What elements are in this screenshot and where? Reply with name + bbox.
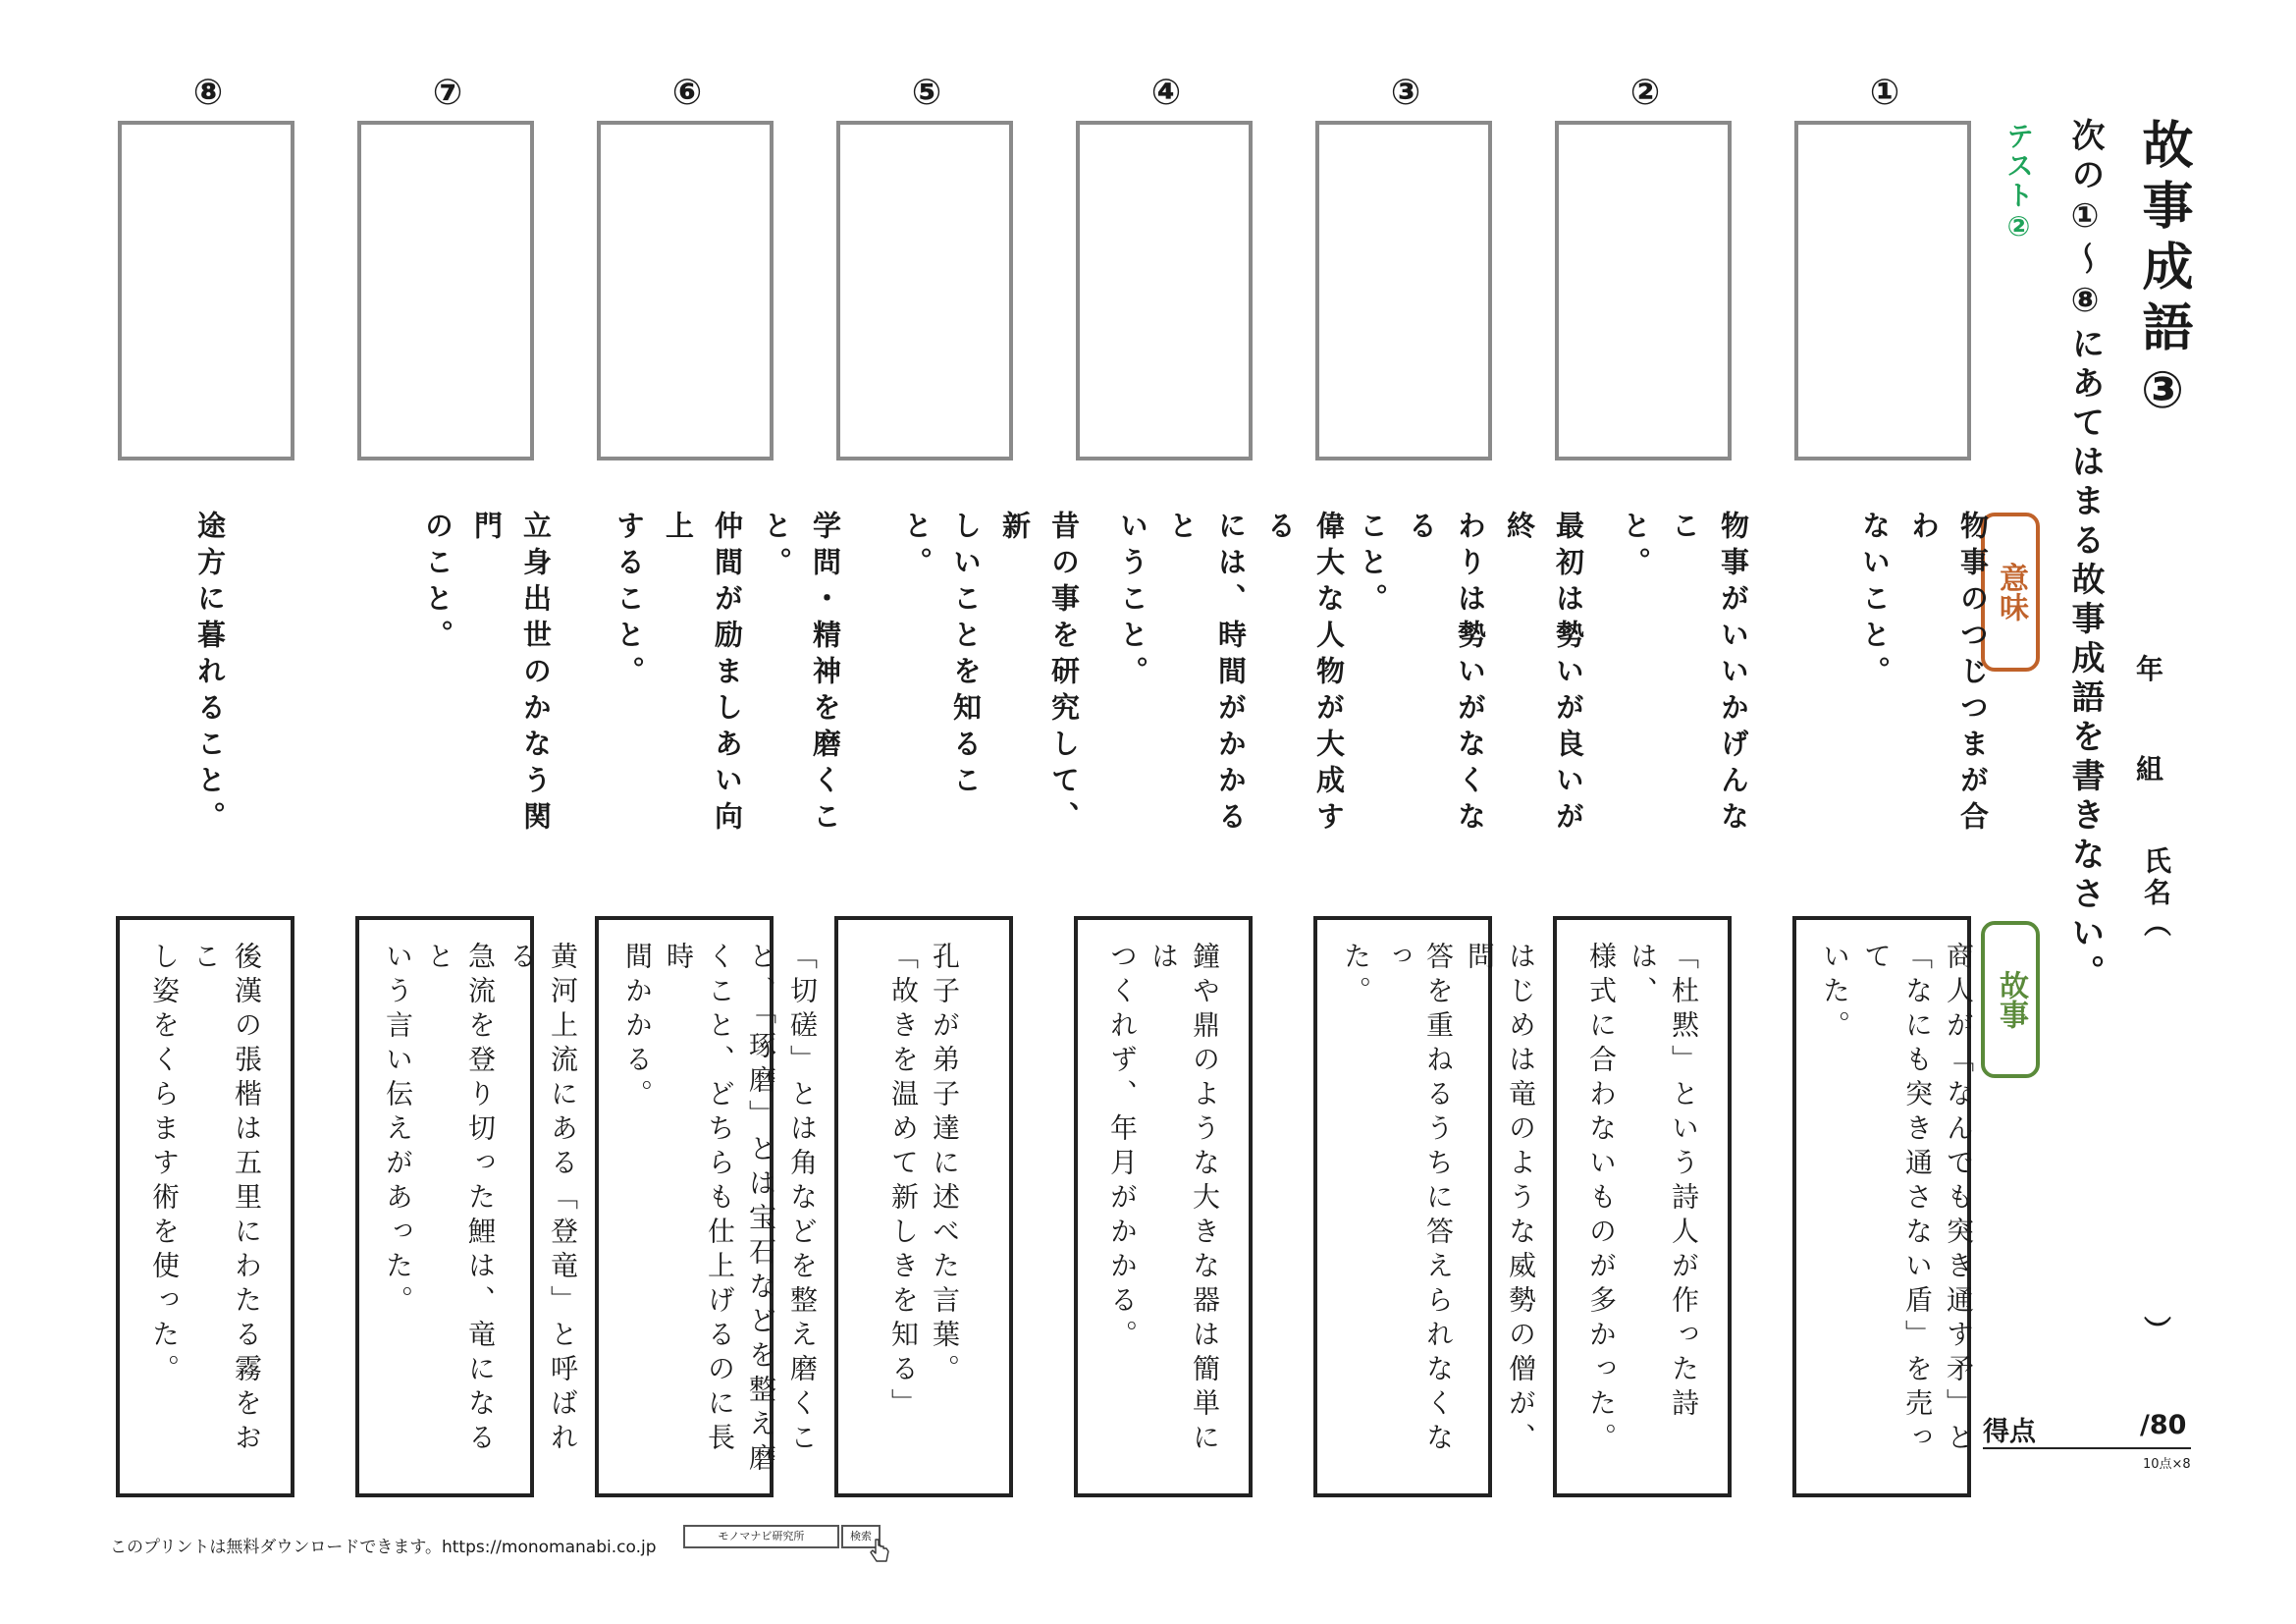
story-text-5: 孔子が弟子達に述べた言葉。 「故きを温めて新しきを知る」 bbox=[887, 942, 961, 1423]
item-number-7: ⑦ bbox=[432, 73, 463, 113]
answer-box-4[interactable] bbox=[1076, 121, 1253, 460]
story-badge bbox=[1981, 921, 2040, 1078]
name-close: ） bbox=[2140, 1316, 2172, 1343]
meaning-4: 偉大な人物が大成する には、時間がかかると いうこと。 bbox=[1116, 511, 1346, 838]
name-label: 氏名（ bbox=[2140, 846, 2172, 941]
meaning-5: 昔の事を研究して、新 しいことを知ること。 bbox=[900, 511, 1081, 838]
search-box[interactable]: モノマナビ研究所 bbox=[683, 1525, 839, 1548]
item-number-3: ③ bbox=[1390, 73, 1421, 113]
story-text-3: はじめは竜のような威勢の僧が、問 答を重ねるうちに答えられなくなっ た。 bbox=[1340, 942, 1537, 1457]
test-label: テスト② bbox=[2002, 122, 2035, 244]
story-text-2: 「杜黙」という詩人が作った詩は、 様式に合わないものが多かった。 bbox=[1585, 942, 1700, 1457]
footer-text: このプリントは無料ダウンロードできます。https://monomanabi.co.jp bbox=[110, 1538, 657, 1557]
search-button[interactable]: 検索 bbox=[841, 1525, 881, 1548]
instruction-text: 次の①～⑧にあてはまる故事成語を書きなさい。 bbox=[2065, 118, 2105, 994]
story-box-3 bbox=[1313, 916, 1537, 1497]
meaning-1: 物事のつじつまが合わ ないこと。 bbox=[1858, 511, 1990, 838]
story-box-4 bbox=[1074, 916, 1253, 1497]
meaning-7: 立身出世のかなう関門 のこと。 bbox=[421, 511, 553, 838]
story-box-5 bbox=[834, 916, 1013, 1497]
answer-box-8[interactable] bbox=[118, 121, 294, 460]
answer-box-6[interactable] bbox=[597, 121, 774, 460]
story-box-6 bbox=[595, 916, 819, 1497]
answer-box-7[interactable] bbox=[357, 121, 534, 460]
score-total: /80 bbox=[2140, 1410, 2187, 1440]
meaning-badge-label: 意味 bbox=[1994, 563, 2028, 622]
score-label: 得点 bbox=[1983, 1417, 2036, 1447]
meaning-8: 途方に暮れること。 bbox=[193, 511, 227, 838]
item-number-2: ② bbox=[1629, 73, 1661, 113]
page-title: 故事成語③ bbox=[2133, 118, 2192, 430]
meaning-6: 学問・精神を磨くこ と。 仲間が励ましあい向上 すること。 bbox=[613, 511, 842, 838]
story-text-1: 商人が「なんでも突き通す矛」と 「なにも突き通さない盾」を売って いた。 bbox=[1819, 942, 1975, 1457]
item-number-4: ④ bbox=[1150, 73, 1182, 113]
story-text-8: 後漢の張楷は五里にわたる霧をおこ し姿をくらます術を使った。 bbox=[148, 942, 263, 1457]
item-number-8: ⑧ bbox=[192, 73, 224, 113]
story-badge-label: 故事 bbox=[1994, 970, 2028, 1029]
item-number-5: ⑤ bbox=[911, 73, 942, 113]
item-number-1: ① bbox=[1869, 73, 1900, 113]
answer-box-5[interactable] bbox=[836, 121, 1013, 460]
answer-box-3[interactable] bbox=[1315, 121, 1492, 460]
answer-box-1[interactable] bbox=[1794, 121, 1971, 460]
story-box-2 bbox=[1553, 916, 1732, 1497]
meaning-2: 物事がいいかげんなこ と。 bbox=[1619, 511, 1750, 838]
class-label: 組 bbox=[2136, 753, 2164, 785]
story-text-4: 鐘や鼎のような大きな器は簡単には つくれず、年月がかかる。 bbox=[1106, 942, 1221, 1457]
story-box-8 bbox=[116, 916, 294, 1497]
story-text-6: 「切磋」とは角などを整え磨くこ と、「琢磨」とは宝石などを整え磨 くこと、どちらも仕上げるのに長時 間かかる。 bbox=[621, 942, 819, 1478]
meaning-3: 最初は勢いが良いが終 わりは勢いがなくなる こと。 bbox=[1356, 511, 1585, 838]
story-text-7: 黄河上流にある「登竜」と呼ばれる 急流を登り切った鯉は、竜になると いう言い伝えがあった。 bbox=[382, 942, 579, 1457]
score-note: 10点×8 bbox=[2143, 1457, 2191, 1472]
item-number-6: ⑥ bbox=[671, 73, 703, 113]
pointer-icon bbox=[870, 1538, 891, 1567]
story-box-7 bbox=[355, 916, 579, 1497]
grade-label: 年 bbox=[2136, 653, 2164, 685]
answer-box-2[interactable] bbox=[1555, 121, 1732, 460]
story-box-1 bbox=[1792, 916, 1975, 1497]
